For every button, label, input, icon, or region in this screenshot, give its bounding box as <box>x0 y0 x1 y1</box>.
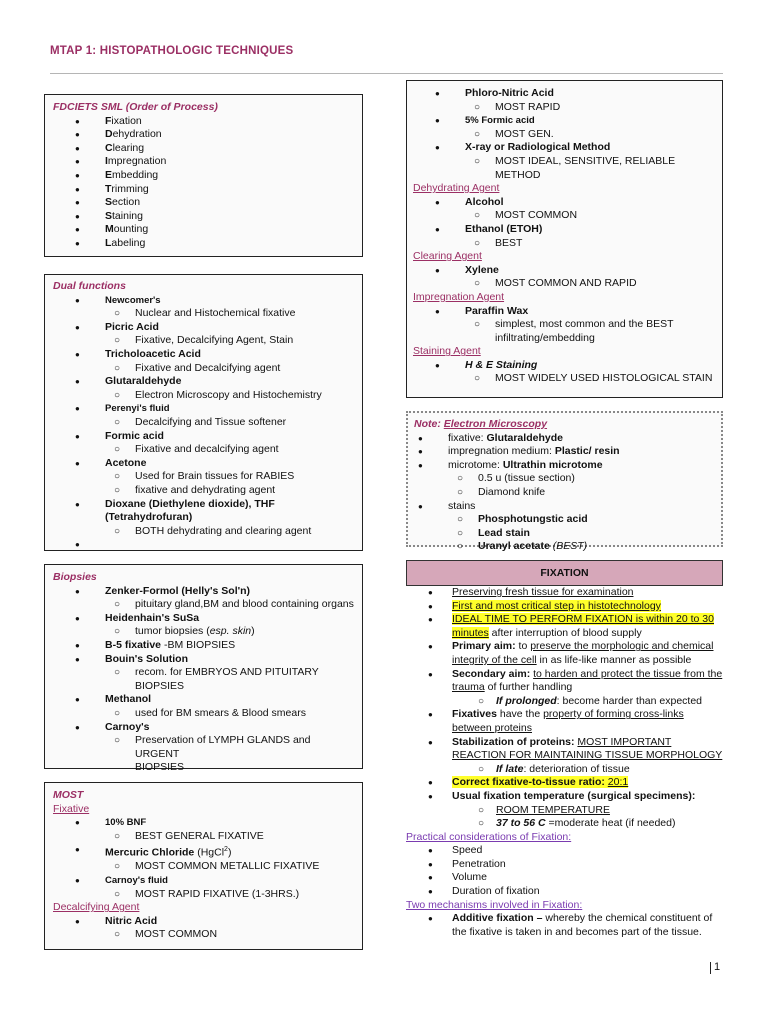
list-item: ● Fixatives have the property of forming cross-links between proteins <box>406 708 726 735</box>
list-item: ● Picric Acid <box>53 321 354 335</box>
list-item: ● Penetration <box>406 858 726 872</box>
list-item: ● Mercuric Chloride (HgCl$^2$) <box>53 843 354 860</box>
list-item: ● Section <box>53 196 354 210</box>
list-subitem: ○ Nuclear and Histochemical fixative <box>53 307 354 321</box>
list-subitem: ○ ROOM TEMPERATURE <box>406 804 726 818</box>
list-item: ● Fixation <box>53 115 354 129</box>
staining-label: Staining Agent <box>413 345 481 358</box>
list-subitem: ○ MOST RAPID FIXATIVE (1-3HRS.) <box>53 888 354 902</box>
dual-heading: Dual functions <box>53 280 126 292</box>
list-subitem: ○ tumor biopsies (esp. skin) <box>53 625 354 639</box>
biopsies-box <box>44 564 363 774</box>
list-item: ● Secondary aim: to harden and protect the tissue from the trauma of further handling <box>406 668 726 695</box>
list-item-empty <box>53 538 354 552</box>
list-item: ● stains <box>396 500 713 514</box>
list-item: ● Primary aim: to preserve the morphologic and chemical integrity of the cell in as life-like manner as possible <box>406 640 726 667</box>
list-item: ● Nitric Acid <box>53 915 354 929</box>
list-item: ● Trimming <box>53 183 354 197</box>
list-item: ● Additive fixation – whereby the chemical constituent of the fixative is taken in and becomes part of the tissue. <box>406 912 726 939</box>
fdciets-box <box>44 94 363 257</box>
list-item: ● Paraffin Wax <box>413 305 714 319</box>
list-subitem: ○ Uranyl acetate (BEST) <box>396 540 713 554</box>
list-item: ● Mounting <box>53 223 354 237</box>
list-subitem: ○ Lead stain <box>396 527 713 541</box>
list-subitem: ○ fixative and dehydrating agent <box>53 484 354 498</box>
list-subitem: ○ 37 to 56 C =moderate heat (if needed) <box>406 817 726 831</box>
mechanisms-heading: Two mechanisms involved in Fixation: <box>406 898 583 911</box>
list-subitem: ○ Preservation of LYMPH GLANDS and URGENT BIOPSIES <box>53 734 354 775</box>
list-item: ● Phloro-Nitric Acid <box>413 87 714 101</box>
page-number: 1 <box>714 961 721 973</box>
list-item: ● Speed <box>406 844 726 858</box>
list-item: ● Bouin's Solution <box>53 653 354 667</box>
list-item: ● B-5 fixative -BM BIOPSIES <box>53 639 354 653</box>
list-subitem: ○ BOTH dehydrating and clearing agent <box>53 525 354 539</box>
list-item: ● 10% BNF <box>53 816 354 830</box>
list-item: ● Xylene <box>413 264 714 278</box>
list-item: ● Duration of fixation <box>406 885 726 899</box>
impregnation-label: Impregnation Agent <box>413 290 505 303</box>
list-subitem: ○ pituitary gland,BM and blood containing organs <box>53 598 354 612</box>
dehydrating-label: Dehydrating Agent <box>413 182 500 195</box>
list-item: ● fixative: Glutaraldehyde <box>396 432 713 446</box>
most-box <box>44 782 363 950</box>
list-subitem: ○ MOST GEN. <box>413 128 714 142</box>
list-item: ● impregnation medium: Plastic/ resin <box>396 445 713 459</box>
list-subitem: ○ MOST RAPID <box>413 101 714 115</box>
clearing-label: Clearing Agent <box>413 250 482 263</box>
list-item: ● Perenyi's fluid <box>53 402 354 416</box>
list-subitem: ○ MOST COMMON <box>53 928 354 942</box>
list-subitem: ○ simplest, most common and the BEST infiltrating/embedding <box>413 318 714 345</box>
list-item: ● Heidenhain's SuSa <box>53 612 354 626</box>
list-subitem: ○ If late: deterioration of tissue <box>406 763 726 777</box>
list-subitem: ○ recom. for EMBRYOS AND PITUITARY BIOPSIES <box>53 666 354 693</box>
list-subitem: ○ Diamond knife <box>396 486 713 500</box>
page-title: MTAP 1: HISTOPATHOLOGIC TECHNIQUES <box>50 45 294 57</box>
list-item: ● Tricholoacetic Acid <box>53 348 354 362</box>
list-item: ● X-ray or Radiological Method <box>413 141 714 155</box>
list-item: ● 5% Formic acid <box>413 114 714 128</box>
list-item: ● Usual fixation temperature (surgical specimens): <box>406 790 726 804</box>
list-item: ● Stabilization of proteins: MOST IMPORTANT REACTION FOR MAINTAINING TISSUE MORPHOLOGY <box>406 736 726 763</box>
list-item: ● Embedding <box>53 169 354 183</box>
page-number-bar <box>710 962 711 974</box>
list-item: ● Carnoy's fluid <box>53 874 354 888</box>
list-item: ● Correct fixative-to-tissue ratio: 20:1 <box>406 776 726 790</box>
list-item: ● IDEAL TIME TO PERFORM FIXATION is within 20 to 30 minutes after interruption of blood supply <box>406 613 726 640</box>
fixation-header: FIXATION <box>406 560 723 586</box>
list-subitem: ○ Fixative and Decalcifying agent <box>53 362 354 376</box>
list-subitem: ○ Fixative, Decalcifying Agent, Stain <box>53 334 354 348</box>
list-subitem: ○ MOST IDEAL, SENSITIVE, RELIABLE METHOD <box>413 155 714 182</box>
list-subitem: ○ If prolonged: become harder than expected <box>406 695 726 709</box>
title-divider <box>50 73 723 74</box>
list-item: ● H & E Staining <box>413 359 714 373</box>
list-item: ● Volume <box>406 871 726 885</box>
practical-considerations-heading: Practical considerations of Fixation: <box>406 830 572 843</box>
list-item: ● Methanol <box>53 693 354 707</box>
list-subitem: ○ Decalcifying and Tissue softener <box>53 416 354 430</box>
list-item: ● Acetone <box>53 457 354 471</box>
em-note-heading: Note: Electron Microscopy <box>414 418 548 430</box>
list-item: ● Dehydration <box>53 128 354 142</box>
list-item: ● Alcohol <box>413 196 714 210</box>
list-subitem: ○ MOST COMMON AND RAPID <box>413 277 714 291</box>
dual-functions-box <box>44 274 363 551</box>
list-subitem: ○ MOST COMMON <box>413 209 714 223</box>
list-item: ● Preserving fresh tissue for examination <box>406 586 726 600</box>
fdciets-heading: FDCIETS SML (Order of Process) <box>53 101 218 113</box>
list-item: ● Zenker-Formol (Helly's Sol'n) <box>53 585 354 599</box>
list-item: ● Staining <box>53 210 354 224</box>
list-subitem: ○ Phosphotungstic acid <box>396 513 713 527</box>
em-note-box <box>406 411 723 553</box>
list-item: ● Glutaraldehyde <box>53 375 354 389</box>
list-subitem: ○ MOST COMMON METALLIC FIXATIVE <box>53 860 354 874</box>
agents-box <box>406 80 723 398</box>
list-subitem: ○ BEST <box>413 237 714 251</box>
list-item: ● Newcomer's <box>53 294 354 308</box>
list-item: ● Impregnation <box>53 155 354 169</box>
list-subitem: ○ used for BM smears & Blood smears <box>53 707 354 721</box>
list-subitem: ○ Used for Brain tissues for RABIES <box>53 470 354 484</box>
list-item: ● Dioxane (Diethylene dioxide), THF (Tetrahydrofuran) <box>53 498 354 525</box>
fixation-section <box>406 586 726 939</box>
list-item: ● Labeling <box>53 237 354 251</box>
list-item: ● Clearing <box>53 142 354 156</box>
fdciets-list <box>53 115 354 251</box>
list-item: ● Carnoy's <box>53 721 354 735</box>
fixative-label: Fixative <box>53 802 90 815</box>
biopsies-heading: Biopsies <box>53 571 97 583</box>
decal-label: Decalcifying Agent <box>53 901 140 914</box>
list-subitem: ○ 0.5 u (tissue section) <box>396 472 713 486</box>
list-subitem: ○ BEST GENERAL FIXATIVE <box>53 830 354 844</box>
list-item: ● Formic acid <box>53 430 354 444</box>
list-subitem: ○ Fixative and decalcifying agent <box>53 443 354 457</box>
list-subitem: ○ Electron Microscopy and Histochemistry <box>53 389 354 403</box>
list-item: ● Ethanol (ETOH) <box>413 223 714 237</box>
list-item: ● microtome: Ultrathin microtome <box>396 459 713 473</box>
list-item: ● First and most critical step in histotechnology <box>406 600 726 614</box>
list-subitem: ○ MOST WIDELY USED HISTOLOGICAL STAIN <box>413 372 714 386</box>
most-heading: MOST <box>53 789 84 801</box>
